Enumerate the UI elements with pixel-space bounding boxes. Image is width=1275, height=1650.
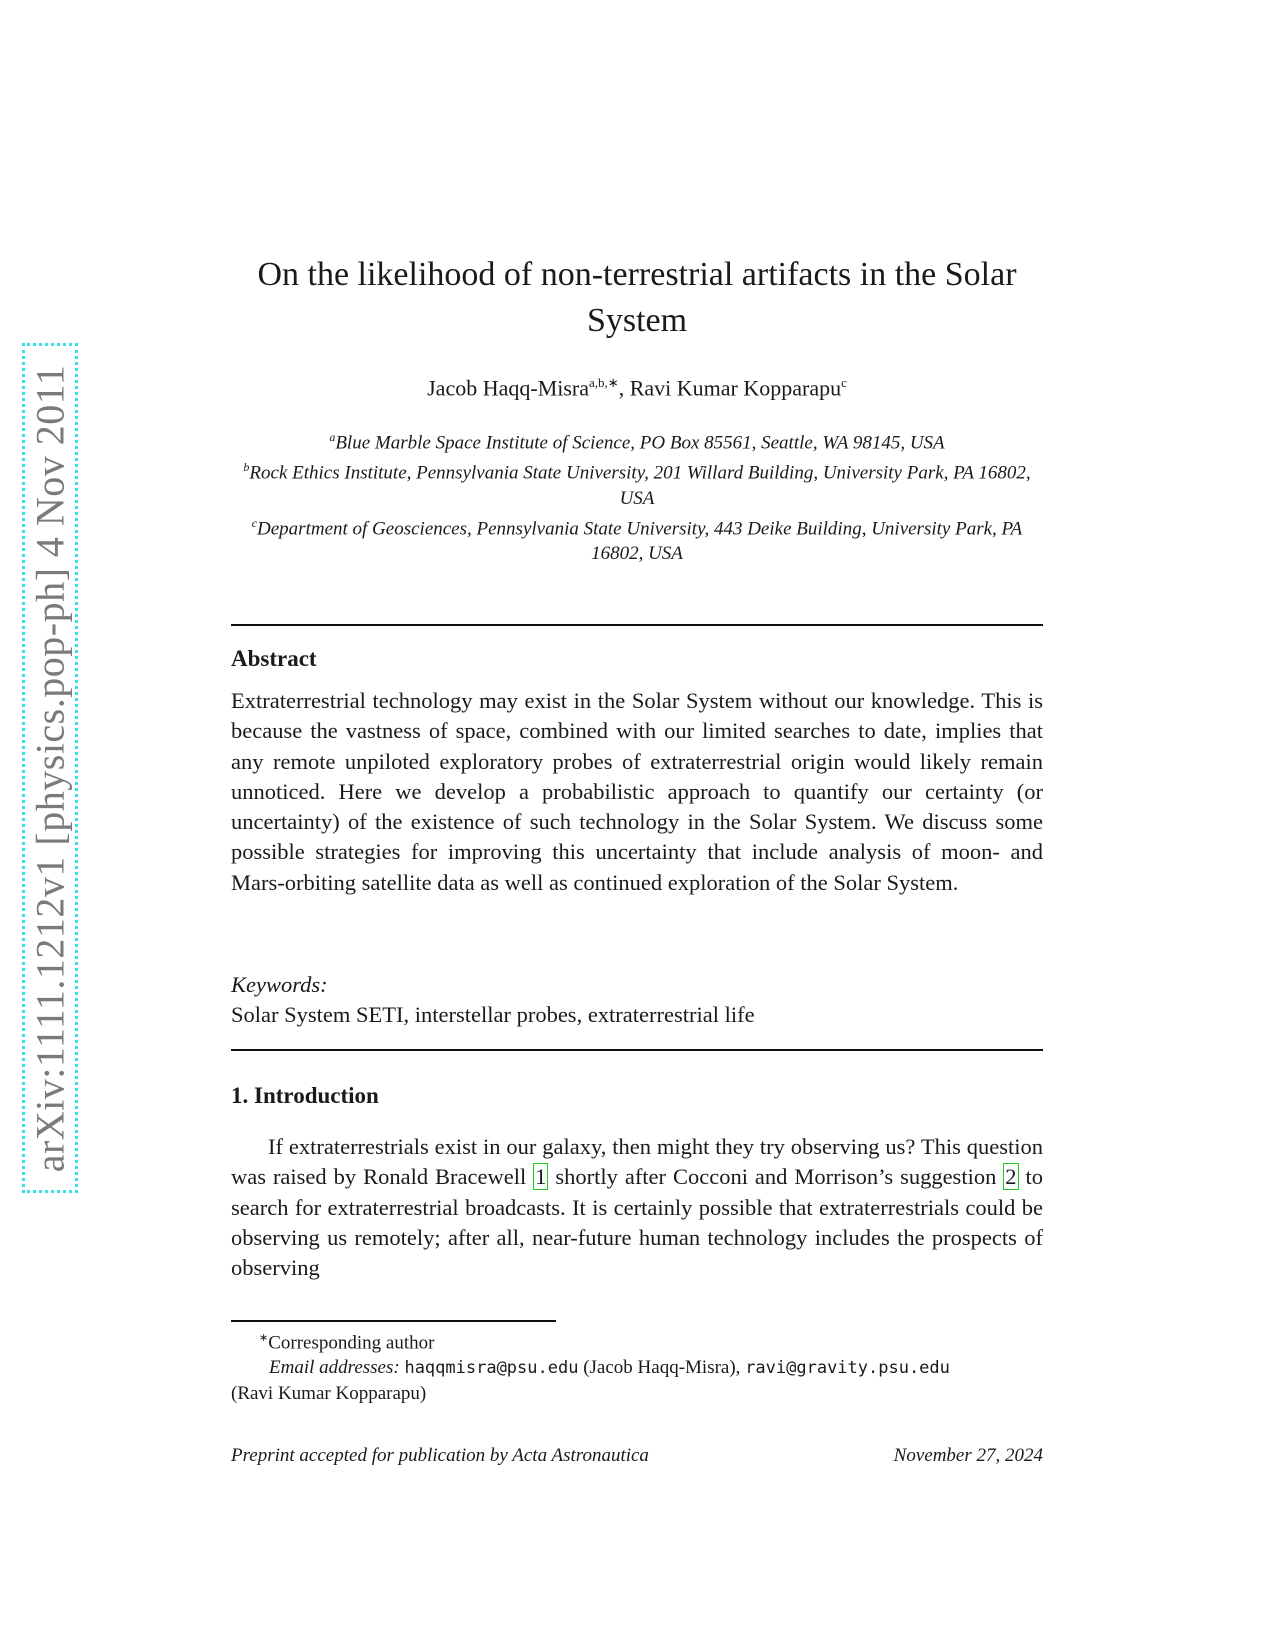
author-list — [231, 375, 1043, 401]
preprint-note: Preprint accepted for publication by Acta Astronautica — [231, 1445, 649, 1466]
paper-title — [231, 252, 1043, 344]
title-line-1: On the likelihood of non-terrestrial artifacts in the Solar — [257, 256, 1017, 293]
author-separator: , — [618, 375, 630, 401]
footnote-mark: ∗ — [259, 1332, 269, 1344]
affiliation-text: Blue Marble Space Institute of Science, PO Box 85561, Seattle, WA 98145, USA — [335, 432, 945, 454]
footnote-emails — [231, 1355, 1043, 1381]
citation-link-2[interactable]: 2 — [1005, 1164, 1017, 1190]
abstract-heading: Abstract — [231, 646, 317, 671]
footnote-text: Corresponding author — [268, 1332, 435, 1354]
citation-link-1[interactable]: 1 — [535, 1164, 547, 1190]
affiliation-mark: b — [243, 460, 250, 475]
author-affiliation-marks: a,b,∗ — [589, 375, 619, 390]
keywords-text: Solar System SETI, interstellar probes, extraterrestrial life — [231, 1002, 755, 1027]
affiliation-text: Rock Ethics Institute, Pennsylvania State University, 201 Willard Building, University Park, PA 16802, USA — [249, 462, 1031, 509]
introduction-paragraph — [231, 1132, 1043, 1283]
affiliation-list — [231, 425, 1043, 566]
title-line-2: System — [586, 302, 688, 339]
email-link[interactable]: ravi@gravity.psu.edu — [745, 1358, 950, 1379]
arxiv-side-stamp — [22, 343, 78, 1193]
footnote-corresponding — [231, 1326, 1043, 1355]
footnote-rule — [231, 1320, 556, 1322]
arxiv-identifier: arXiv:1111.1212v1 [physics.pop-ph] 4 Nov 2011 — [27, 364, 73, 1172]
abstract-bottom-rule — [231, 1049, 1043, 1051]
email-link[interactable]: haqqmisra@psu.edu — [404, 1358, 579, 1379]
footnote-email-owner-line: (Ravi Kumar Kopparapu) — [231, 1383, 427, 1405]
author-affiliation-marks: c — [841, 375, 847, 390]
abstract-top-rule — [231, 624, 1043, 626]
affiliation-a — [231, 425, 1043, 455]
author-name: Jacob Haqq-Misra — [427, 375, 590, 401]
preprint-date: November 27, 2024 — [893, 1445, 1043, 1466]
section-heading-introduction: 1. Introduction — [231, 1083, 379, 1108]
footnotes — [231, 1326, 1043, 1406]
email-owner: (Jacob Haqq-Misra), — [578, 1357, 746, 1379]
intro-text-part: to search for extraterrestrial broadcasts. It is certainly possible that extraterrestrials could be observing us remotely; after all, near-future human technology includes the prospects of observing — [231, 1164, 1043, 1281]
affiliation-mark: c — [251, 515, 258, 530]
affiliation-text: Department of Geosciences, Pennsylvania State University, 443 Deike Building, University Park, PA 16802, USA — [257, 517, 1023, 564]
keywords-label: Keywords: — [231, 972, 328, 997]
abstract-text: Extraterrestrial technology may exist in the Solar System without our knowledge. This is because the vastness of space, combined with our limited searches to date, implies that any remote unpiloted exploratory probes of extraterrestrial origin would likely remain unnoticed. Here we develop a probabilistic approach to quantify our certainty (or uncertainty) of the existence of such technology in the Solar System. We discuss some possible strategies for improving this uncertainty that include analysis of moon- and Mars-orbiting satellite data as well as continued exploration of the Solar System. — [231, 688, 1043, 895]
affiliation-c — [231, 511, 1043, 566]
email-label: Email addresses: — [269, 1357, 400, 1379]
affiliation-mark: a — [329, 430, 336, 444]
intro-text-part: shortly after Cocconi and Morrison’s suggestion — [548, 1164, 1004, 1190]
affiliation-b — [231, 455, 1043, 510]
intro-text-part: If extraterrestrials exist in our galaxy, then might they try observing us? This question was raised by Ronald Bracewell — [231, 1134, 1043, 1190]
author-name: Ravi Kumar Kopparapu — [629, 375, 842, 401]
